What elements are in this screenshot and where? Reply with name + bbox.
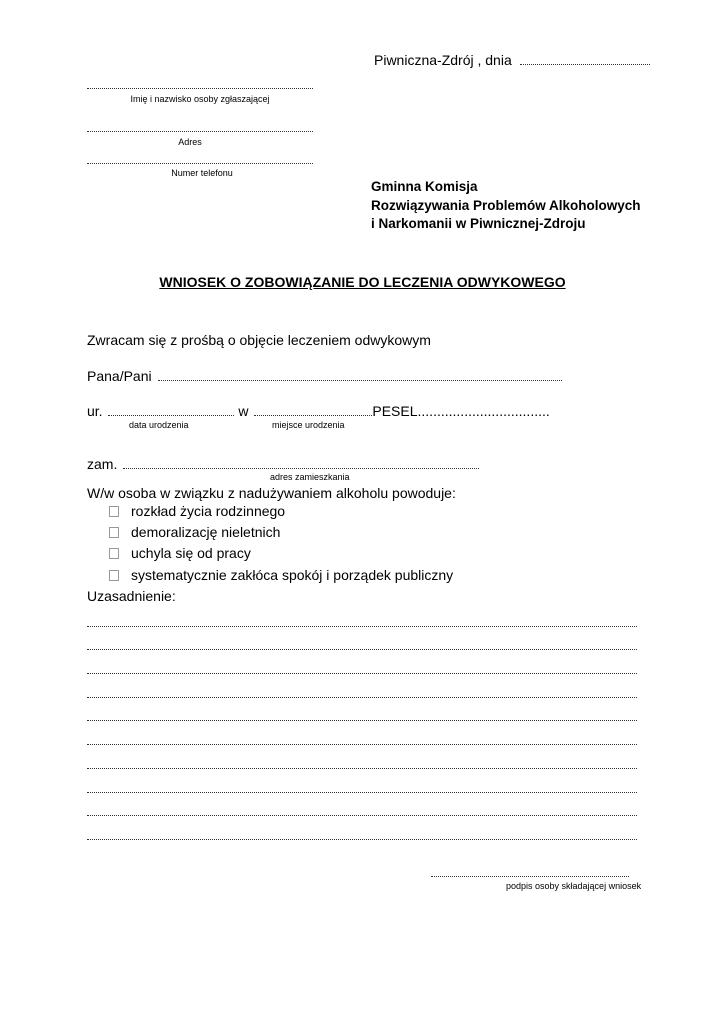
birth-date-field[interactable] xyxy=(108,414,234,416)
residence-caption: adres zamieszkania xyxy=(270,472,350,482)
date-field[interactable] xyxy=(520,63,650,65)
reason-label: demoralizację nieletnich xyxy=(131,524,281,540)
person-name-row xyxy=(87,368,562,384)
recipient-line-1: Gminna Komisja xyxy=(371,179,478,194)
sender-address-caption: Adres xyxy=(178,137,202,147)
sender-phone-caption: Numer telefonu xyxy=(171,168,233,178)
justification-line[interactable] xyxy=(87,626,637,627)
residence-row xyxy=(87,456,479,472)
justification-line[interactable] xyxy=(87,792,637,793)
reason-label: systematycznie zakłóca spokój i porządek publiczny xyxy=(131,567,454,583)
justification-line[interactable] xyxy=(87,815,637,816)
place-date xyxy=(374,52,650,68)
document-title: WNIOSEK O ZOBOWIĄZANIE DO LECZENIA ODWYKOWEGO xyxy=(159,274,566,290)
reason-item[interactable] xyxy=(109,567,453,583)
birth-row xyxy=(87,403,550,419)
sender-name-caption: Imię i nazwisko osoby zgłaszającej xyxy=(130,94,270,104)
reason-item[interactable] xyxy=(109,545,251,561)
justification-line[interactable] xyxy=(87,768,637,769)
w-label: w xyxy=(238,403,249,419)
sender-name-field[interactable] xyxy=(87,88,313,89)
checkbox-icon[interactable] xyxy=(109,570,119,581)
reason-item[interactable] xyxy=(109,524,280,540)
justification-line[interactable] xyxy=(87,673,637,674)
reasons-intro: W/w osoba w związku z nadużywaniem alkoholu powoduje: xyxy=(87,485,456,501)
zam-label: zam. xyxy=(87,456,118,472)
reason-label: uchyla się od pracy xyxy=(131,545,251,561)
residence-field[interactable] xyxy=(123,467,479,469)
ur-label: ur. xyxy=(87,403,103,419)
justification-line[interactable] xyxy=(87,744,637,745)
signature-field[interactable] xyxy=(431,876,629,877)
checkbox-icon[interactable] xyxy=(109,506,119,517)
pesel-label: PESEL.................................. xyxy=(372,403,550,419)
place-date-label: Piwniczna-Zdrój , dnia xyxy=(374,52,512,68)
birth-date-caption: data urodzenia xyxy=(129,420,189,430)
checkbox-icon[interactable] xyxy=(109,548,119,559)
birth-place-field[interactable] xyxy=(254,414,372,416)
recipient-line-3: i Narkomanii w Piwnicznej-Zdroju xyxy=(371,216,586,231)
justification-line[interactable] xyxy=(87,720,637,721)
sender-address-field[interactable] xyxy=(87,131,313,132)
justification-line[interactable] xyxy=(87,649,637,650)
birth-place-caption: miejsce urodzenia xyxy=(272,420,345,430)
reason-item[interactable] xyxy=(109,503,285,519)
request-text: Zwracam się z prośbą o objęcie leczeniem odwykowym xyxy=(87,332,431,348)
checkbox-icon[interactable] xyxy=(109,527,119,538)
justification-line[interactable] xyxy=(87,697,637,698)
person-name-field[interactable] xyxy=(158,379,562,381)
justification-label: Uzasadnienie: xyxy=(87,588,176,604)
pana-pani-label: Pana/Pani xyxy=(87,368,152,384)
justification-line[interactable] xyxy=(87,839,637,840)
sender-phone-field[interactable] xyxy=(87,163,313,164)
recipient-line-2: Rozwiązywania Problemów Alkoholowych xyxy=(371,198,641,213)
reason-label: rozkład życia rodzinnego xyxy=(131,503,286,519)
signature-caption: podpis osoby składającej wniosek xyxy=(506,881,642,891)
